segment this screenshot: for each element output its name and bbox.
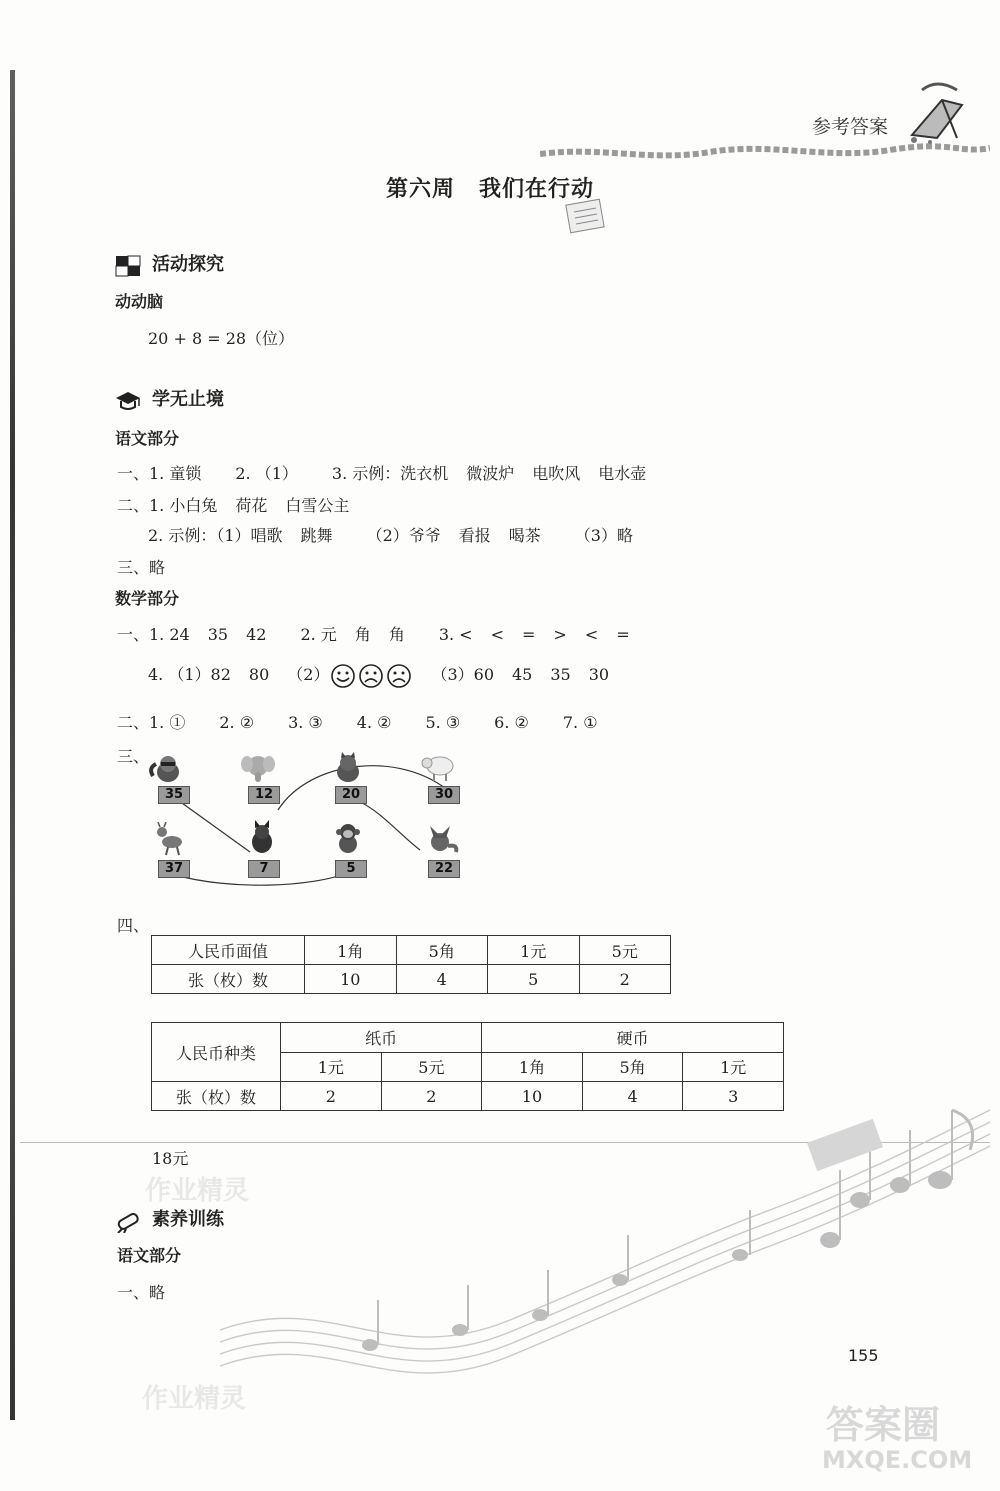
sx3-a: 二、1. ① — [117, 713, 186, 732]
title-theme: 我们在行动 — [479, 177, 595, 202]
table1-cell: 2 — [579, 965, 671, 994]
table2-cell: 4 — [582, 1082, 683, 1111]
yw3-b: 跳舞 — [300, 526, 333, 545]
watermark-3: 答案圈 — [826, 1403, 941, 1447]
yuwen-line-1 — [117, 461, 646, 484]
puzzle-icon — [114, 254, 142, 278]
table1-cell: 1元 — [488, 936, 580, 965]
elephant-icon — [238, 750, 278, 784]
yw1-a: 一、1. 童锁 — [117, 464, 202, 483]
sx1-i: = — [522, 625, 536, 644]
watermark-2: 作业精灵 — [142, 1384, 247, 1414]
currency-table-1 — [151, 935, 671, 994]
fox-icon — [420, 820, 460, 854]
table2-group-row — [152, 1023, 784, 1053]
suyang-line-1: 一、略 — [117, 1283, 166, 1302]
shuxue-line-3 — [117, 710, 598, 733]
section-heading-xuewuzhijing — [114, 385, 224, 413]
table1-header-row — [152, 936, 671, 965]
number-box-bottom-4: 22 — [428, 860, 460, 878]
number-box-bottom-2: 7 — [248, 860, 280, 878]
wolf-icon — [242, 820, 282, 854]
title-week: 第六周 — [386, 177, 456, 202]
sx1-h: < — [490, 625, 504, 644]
sx2-d: （3）60 — [431, 665, 494, 684]
yuwen-line-4: 三、略 — [117, 558, 166, 577]
yw3-c: （2）爷爷 — [366, 526, 441, 545]
sx2-a: 4. （1）82 — [148, 665, 231, 684]
subheading-dongdongnao: 动动脑 — [115, 292, 164, 311]
table2-cell: 3 — [683, 1082, 784, 1111]
answer-dongdongnao: 20 + 8 = 28（位） — [148, 329, 295, 348]
deer-icon — [150, 822, 190, 856]
table2-group-coin: 硬币 — [482, 1023, 784, 1053]
sx2-e: 45 — [512, 665, 533, 684]
cat-icon — [328, 750, 368, 784]
section2-heading-text: 学无止境 — [152, 389, 224, 410]
table1-cell: 10 — [305, 965, 397, 994]
monkey-icon — [328, 820, 368, 854]
smiley-happy-icon — [330, 663, 356, 689]
shuxue-line-2 — [148, 662, 609, 689]
shuxue-line-5-label: 四、 — [117, 916, 150, 935]
table2-group-paper: 纸币 — [281, 1023, 482, 1053]
beach-chair-icon — [902, 80, 972, 150]
table1-cell: 5 — [488, 965, 580, 994]
sx3-d: 4. ② — [356, 713, 392, 732]
sx1-d: 2. 元 — [300, 625, 337, 644]
shuxue-line-1 — [117, 622, 630, 645]
yw2-c: 白雪公主 — [285, 496, 350, 515]
music-notes-decoration — [210, 1090, 1000, 1410]
yw1-d: 微波炉 — [466, 464, 515, 483]
sx1-l: = — [616, 625, 630, 644]
raccoon-icon — [148, 750, 188, 784]
shuxue-line-4-label: 三、 — [117, 747, 150, 766]
table1-cell: 5角 — [396, 936, 488, 965]
section1-heading-text: 活动探究 — [152, 254, 224, 275]
sx1-j: > — [553, 625, 567, 644]
yw1-c: 3. 示例：洗衣机 — [331, 464, 449, 483]
table2-row-label: 张（枚）数 — [152, 1082, 281, 1111]
yw1-e: 电吹风 — [532, 464, 581, 483]
sx2-f: 35 — [550, 665, 571, 684]
number-box-top-4: 30 — [428, 786, 460, 804]
yuwen-line-2 — [117, 493, 349, 516]
yuwen-line-3 — [148, 523, 633, 546]
table2-cell: 10 — [482, 1082, 583, 1111]
section-heading-activity — [114, 250, 224, 278]
sx2-b: 80 — [248, 665, 270, 684]
sx1-c: 42 — [246, 625, 267, 644]
sx3-e: 5. ③ — [425, 713, 461, 732]
section3-heading-text: 素养训练 — [152, 1209, 224, 1230]
header-label: 参考答案 — [812, 116, 889, 138]
sx3-b: 2. ② — [219, 713, 255, 732]
sx1-b: 35 — [207, 625, 229, 644]
smiley-sad-icon-1 — [358, 663, 384, 689]
table2-cell: 1元 — [683, 1052, 784, 1082]
sx1-k: < — [584, 625, 599, 644]
notebook-icon — [562, 196, 610, 238]
sx1-a: 一、1. 24 — [117, 625, 190, 644]
subheading-yuwen: 语文部分 — [115, 429, 180, 448]
sx1-f: 角 — [388, 625, 405, 644]
yw3-e: 喝茶 — [508, 526, 541, 545]
table1-cell: 人民币面值 — [152, 936, 305, 965]
section-heading-suyang — [114, 1205, 224, 1233]
table1-cell: 张（枚）数 — [152, 965, 305, 994]
total-amount: 18元 — [152, 1149, 189, 1168]
table1-cell: 4 — [396, 965, 488, 994]
table1-cell: 5元 — [579, 936, 671, 965]
smiley-sad-icon-2 — [386, 663, 412, 689]
number-box-top-2: 12 — [248, 786, 280, 804]
sx2-c: （2） — [287, 665, 330, 684]
scroll-diploma-icon — [114, 1209, 142, 1233]
watermark-4: MXQE.COM — [822, 1446, 973, 1474]
yw3-d: 看报 — [458, 526, 491, 545]
subheading-yuwen-2: 语文部分 — [117, 1246, 182, 1265]
yw3-f: （3）略 — [574, 526, 633, 545]
table2-cell: 5角 — [582, 1052, 683, 1082]
sx1-g: 3. < — [438, 625, 473, 644]
table2-cell: 2 — [281, 1082, 382, 1111]
sx1-e: 角 — [354, 625, 371, 644]
number-box-top-1: 35 — [158, 786, 190, 804]
table2-cell: 1角 — [482, 1052, 583, 1082]
table1-data-row — [152, 965, 671, 994]
table1-cell: 1角 — [305, 936, 397, 965]
table2-cell: 1元 — [281, 1052, 382, 1082]
number-box-top-3: 20 — [335, 786, 367, 804]
graduation-cap-icon — [114, 389, 142, 413]
sx3-c: 3. ③ — [288, 713, 323, 732]
number-box-bottom-1: 37 — [158, 860, 190, 878]
sx3-g: 7. ① — [562, 713, 598, 732]
subheading-shuxue: 数学部分 — [115, 589, 180, 608]
page-spine-shadow — [10, 70, 15, 1420]
yw1-f: 电水壶 — [598, 464, 647, 483]
page-number: 155 — [848, 1346, 879, 1365]
sheep-icon — [418, 750, 458, 784]
table2-cell: 2 — [381, 1082, 482, 1111]
sx2-g: 30 — [588, 665, 610, 684]
yw3-a: 2. 示例：（1）唱歌 — [148, 526, 283, 545]
watermark-1: 作业精灵 — [145, 1176, 250, 1206]
yw2-a: 二、1. 小白兔 — [117, 496, 218, 515]
sx3-f: 6. ② — [494, 713, 529, 732]
table2-cell: 5元 — [381, 1052, 482, 1082]
yw1-b: 2. （1） — [235, 464, 298, 483]
yw2-b: 荷花 — [235, 496, 268, 515]
table2-corner-cell: 人民币种类 — [152, 1023, 281, 1082]
number-box-bottom-3: 5 — [335, 860, 367, 878]
